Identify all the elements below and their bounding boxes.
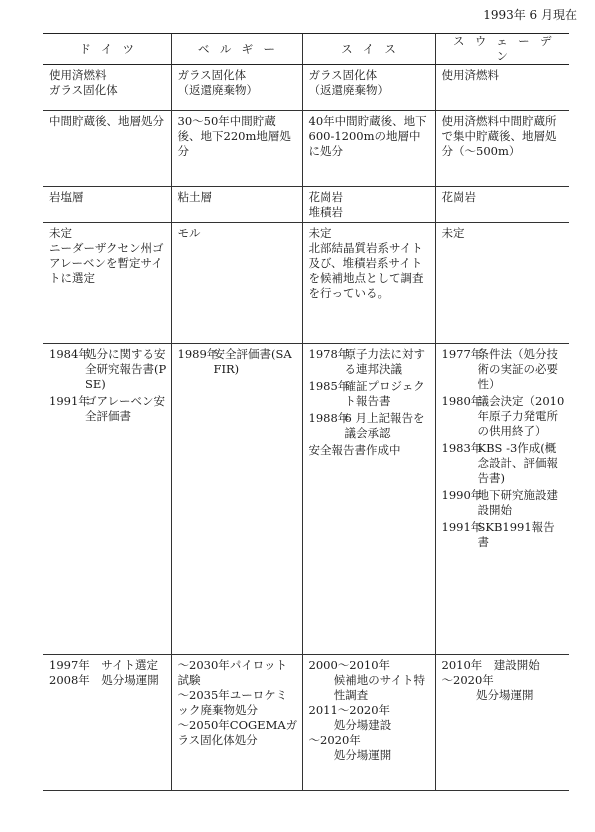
cell-text: 40年中間貯蔵後、地下600-1200mの地層中に処分 xyxy=(308,114,427,158)
form-germany xyxy=(43,65,171,111)
event-year: 1985年 xyxy=(308,379,350,393)
rock-belgium xyxy=(171,187,302,223)
history-event xyxy=(442,488,566,518)
cell-text: 未定 xyxy=(49,226,72,240)
site-sweden xyxy=(435,223,569,344)
cell-text: 未定 xyxy=(441,226,465,240)
form-belgium xyxy=(171,65,302,111)
row-form xyxy=(43,65,569,111)
history-event xyxy=(178,347,298,377)
cell-text: 使用済燃料 xyxy=(49,68,107,82)
event-text: KBS -3作成(概念設計、評価報告書) xyxy=(477,441,558,485)
header-belgium: ベルギー xyxy=(171,34,302,65)
header-row xyxy=(43,34,569,65)
rock-sweden xyxy=(435,187,569,223)
history-event xyxy=(442,347,566,392)
event-year: 1991年 xyxy=(49,394,90,408)
schedule-line: 処分場運開 xyxy=(476,688,534,702)
schedule-line: ～2020年 xyxy=(308,733,361,747)
header-germany: ドイツ xyxy=(43,34,171,65)
schedule-line: ～2020年 xyxy=(441,673,494,687)
event-year: 1984年 xyxy=(49,347,90,361)
schedule-sweden xyxy=(435,655,569,791)
history-germany xyxy=(43,344,171,655)
site-belgium xyxy=(171,223,302,344)
cell-text: 使用済燃料 xyxy=(441,68,499,82)
schedule-line: 2010年 建設開始 xyxy=(441,658,540,672)
history-event xyxy=(442,441,566,486)
site-germany xyxy=(43,223,171,344)
event-year: 1977年 xyxy=(441,347,483,361)
schedule-line: 処分場運開 xyxy=(333,748,392,762)
schedule-line: 処分場建設 xyxy=(333,718,392,732)
event-year: 1988年 xyxy=(308,411,350,425)
schedule-germany xyxy=(43,655,171,791)
event-text: 条件法（処分技術の実証の必要性） xyxy=(477,347,558,391)
event-year: 1983年 xyxy=(441,441,483,455)
schedule-line: 候補地のサイト特性調査 xyxy=(333,673,425,702)
cell-text: 粘土層 xyxy=(177,190,212,204)
history-switzerland xyxy=(302,344,435,655)
history-event xyxy=(309,411,431,441)
event-text: ゴアレーベン安全評価書 xyxy=(85,394,166,423)
event-year: 1991年 xyxy=(441,520,483,534)
history-event xyxy=(442,394,566,439)
row-history xyxy=(43,344,569,655)
cell-text: （返還廃棄物） xyxy=(308,83,389,97)
cell-text: 堆積岩 xyxy=(308,205,343,219)
schedule-belgium xyxy=(171,655,302,791)
history-belgium xyxy=(171,344,302,655)
history-sweden xyxy=(435,344,569,655)
row-rock xyxy=(43,187,569,223)
cell-text: 中間貯蔵後、地層処分 xyxy=(49,114,164,128)
event-year: 1978年 xyxy=(308,347,350,361)
cell-text: 花崗岩 xyxy=(308,190,343,204)
policy-belgium xyxy=(171,111,302,187)
cell-text: ガラス固化体 xyxy=(177,68,247,82)
cell-text: ガラス固化体 xyxy=(308,68,378,82)
schedule-line: ～2035年ユーロケミック廃棄物処分 xyxy=(177,688,288,717)
event-year: 1989年 xyxy=(177,347,219,361)
history-note: 安全報告書作成中 xyxy=(308,443,401,457)
event-text: 議会決定（2010年原子力発電所の供用終了） xyxy=(477,394,565,438)
cell-text: （返還廃棄物） xyxy=(177,83,258,97)
cell-text: ニーダーザクセン州ゴアレーベンを暫定サイトに選定 xyxy=(49,241,164,285)
site-switzerland xyxy=(302,223,435,344)
form-switzerland xyxy=(302,65,435,111)
header-switzerland: スイス xyxy=(302,34,435,65)
history-event xyxy=(309,379,431,409)
cell-text: 使用済燃料中間貯蔵所で集中貯蔵後、地層処分（～500m） xyxy=(441,114,557,158)
cell-text: モル xyxy=(177,226,201,240)
cell-text: 岩塩層 xyxy=(49,190,84,204)
schedule-line: 1997年 サイト選定 xyxy=(49,658,158,672)
policy-germany xyxy=(43,111,171,187)
rock-switzerland xyxy=(302,187,435,223)
event-text: 確証プロジェクト報告書 xyxy=(344,379,425,408)
schedule-line: 2008年 処分場運開 xyxy=(49,673,159,687)
event-text: 処分に関する安全研究報告書(PSE) xyxy=(85,347,167,391)
event-text: 地下研究施設建設開始 xyxy=(477,488,558,517)
schedule-line: 2011～2020年 xyxy=(308,703,391,717)
history-event xyxy=(49,347,167,392)
history-event xyxy=(442,520,566,550)
schedule-switzerland xyxy=(302,655,435,791)
row-schedule xyxy=(43,655,569,791)
schedule-line: ～2050年COGEMAガラス固化体処分 xyxy=(177,718,298,747)
event-year: 1980年 xyxy=(441,394,483,408)
header-sweden: スウェーデン xyxy=(435,34,569,65)
event-text: 安全評価書(SAFIR) xyxy=(213,347,292,376)
as-of-date: 1993年 6 月現在 xyxy=(483,8,577,22)
form-sweden xyxy=(435,65,569,111)
event-text: SKB1991報告書 xyxy=(477,520,555,549)
schedule-line: ～2030年パイロット試験 xyxy=(177,658,288,687)
event-text: 原子力法に対する連邦決議 xyxy=(344,347,425,376)
row-site xyxy=(43,223,569,344)
cell-text: ガラス固化体 xyxy=(49,83,118,97)
event-text: 6 月上記報告を議会承認 xyxy=(344,411,425,440)
row-policy xyxy=(43,111,569,187)
cell-text: 北部結晶質岩系サイト及び、堆積岩系サイトを候補地点として調査を行っている。 xyxy=(308,241,424,300)
rock-germany xyxy=(43,187,171,223)
policy-switzerland xyxy=(302,111,435,187)
history-event xyxy=(49,394,167,424)
cell-text: 花崗岩 xyxy=(441,190,476,204)
schedule-line: 2000～2010年 xyxy=(308,658,391,672)
policy-sweden xyxy=(435,111,569,187)
cell-text: 30～50年中間貯蔵後、地下220m地層処分 xyxy=(177,114,291,158)
history-event xyxy=(309,347,431,377)
disposal-comparison-table xyxy=(43,33,569,791)
event-year: 1990年 xyxy=(441,488,483,502)
cell-text: 未定 xyxy=(308,226,332,240)
